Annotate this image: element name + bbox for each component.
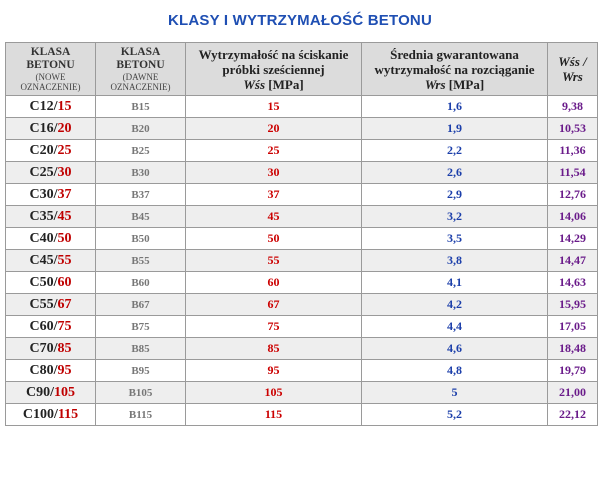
cell-old-class: B50 bbox=[96, 228, 186, 250]
cell-compressive: 115 bbox=[186, 404, 362, 426]
cell-old-class: B105 bbox=[96, 382, 186, 404]
new-class-cube: 20 bbox=[57, 120, 72, 136]
cell-compressive: 55 bbox=[186, 250, 362, 272]
cell-compressive: 95 bbox=[186, 360, 362, 382]
cell-new-class bbox=[6, 162, 96, 184]
header-new-class-line1: KLASA bbox=[30, 46, 71, 58]
cell-ratio: 14,47 bbox=[548, 250, 598, 272]
cell-tensile: 1,9 bbox=[362, 118, 548, 140]
new-class-cube: 60 bbox=[57, 274, 72, 290]
new-class-prefix: C50/ bbox=[29, 274, 58, 290]
new-class-prefix: C90/ bbox=[26, 384, 54, 400]
cell-old-class: B37 bbox=[96, 184, 186, 206]
header-compressive-symbol: Wśs bbox=[243, 76, 266, 92]
cell-ratio: 9,38 bbox=[548, 96, 598, 118]
cell-new-class bbox=[6, 294, 96, 316]
cell-old-class: B15 bbox=[96, 96, 186, 118]
cell-compressive: 50 bbox=[186, 228, 362, 250]
cell-ratio: 18,48 bbox=[548, 338, 598, 360]
new-class-prefix: C25/ bbox=[29, 164, 58, 180]
header-ratio bbox=[548, 43, 598, 96]
cell-new-class bbox=[6, 338, 96, 360]
table-row bbox=[6, 382, 598, 404]
cell-tensile: 4,4 bbox=[362, 316, 548, 338]
cell-tensile: 3,2 bbox=[362, 206, 548, 228]
cell-tensile: 3,8 bbox=[362, 250, 548, 272]
cell-new-class bbox=[6, 206, 96, 228]
cell-compressive: 105 bbox=[186, 382, 362, 404]
cell-compressive: 37 bbox=[186, 184, 362, 206]
new-class-prefix: C35/ bbox=[29, 208, 58, 224]
cell-ratio: 10,53 bbox=[548, 118, 598, 140]
new-class-prefix: C12/ bbox=[29, 98, 58, 114]
new-class-prefix: C100/ bbox=[22, 406, 58, 422]
cell-ratio: 14,29 bbox=[548, 228, 598, 250]
new-class-prefix: C55/ bbox=[29, 296, 58, 312]
table-row bbox=[6, 206, 598, 228]
new-class-prefix: C45/ bbox=[29, 252, 58, 268]
cell-old-class: B25 bbox=[96, 140, 186, 162]
cell-new-class bbox=[6, 140, 96, 162]
cell-new-class bbox=[6, 96, 96, 118]
cell-compressive: 85 bbox=[186, 338, 362, 360]
table-row bbox=[6, 294, 598, 316]
new-class-prefix: C70/ bbox=[29, 340, 58, 356]
header-compressive-line3 bbox=[186, 77, 361, 92]
table-row bbox=[6, 338, 598, 360]
cell-ratio: 14,63 bbox=[548, 272, 598, 294]
new-class-prefix: C20/ bbox=[29, 142, 58, 158]
cell-ratio: 19,79 bbox=[548, 360, 598, 382]
cell-new-class bbox=[6, 404, 96, 426]
header-compressive-line1: Wytrzymałość na ściskanie bbox=[198, 46, 349, 62]
cell-compressive: 45 bbox=[186, 206, 362, 228]
cell-compressive: 20 bbox=[186, 118, 362, 140]
table-row bbox=[6, 184, 598, 206]
header-compressive-unit: [MPa] bbox=[265, 76, 304, 92]
new-class-cube: 67 bbox=[57, 296, 72, 312]
table-row bbox=[6, 118, 598, 140]
new-class-cube: 55 bbox=[57, 252, 72, 268]
cell-compressive: 15 bbox=[186, 96, 362, 118]
header-old-class-line1: KLASA bbox=[120, 46, 161, 58]
cell-old-class: B45 bbox=[96, 206, 186, 228]
cell-ratio: 21,00 bbox=[548, 382, 598, 404]
table-row bbox=[6, 272, 598, 294]
new-class-prefix: C80/ bbox=[29, 362, 58, 378]
cell-ratio: 12,76 bbox=[548, 184, 598, 206]
header-new-class bbox=[6, 43, 96, 96]
cell-new-class bbox=[6, 250, 96, 272]
header-new-class-line4: OZNACZENIE) bbox=[20, 82, 81, 92]
table-row bbox=[6, 316, 598, 338]
cell-new-class bbox=[6, 184, 96, 206]
cell-tensile: 3,5 bbox=[362, 228, 548, 250]
cell-tensile: 5,2 bbox=[362, 404, 548, 426]
new-class-cube: 25 bbox=[57, 142, 72, 158]
cell-compressive: 75 bbox=[186, 316, 362, 338]
page-title: KLASY I WYTRZYMAŁOŚĆ BETONU bbox=[167, 12, 433, 29]
header-new-class-line3: (NOWE bbox=[35, 72, 66, 82]
header-compressive-strength bbox=[186, 43, 362, 96]
header-tensile-symbol: Wrs bbox=[424, 76, 446, 92]
new-class-cube: 30 bbox=[57, 164, 72, 180]
cell-tensile: 1,6 bbox=[362, 96, 548, 118]
cell-tensile: 4,6 bbox=[362, 338, 548, 360]
cell-compressive: 60 bbox=[186, 272, 362, 294]
cell-ratio: 17,05 bbox=[548, 316, 598, 338]
header-tensile-line3 bbox=[362, 77, 547, 92]
new-class-cube: 50 bbox=[57, 230, 72, 246]
header-compressive-line2: próbki sześciennej bbox=[222, 61, 325, 77]
new-class-cube: 85 bbox=[57, 340, 72, 356]
table-row bbox=[6, 404, 598, 426]
table-row bbox=[6, 140, 598, 162]
header-ratio-line1: Wśs / bbox=[558, 54, 587, 69]
cell-ratio: 11,36 bbox=[548, 140, 598, 162]
header-tensile-strength bbox=[362, 43, 548, 96]
cell-new-class bbox=[6, 316, 96, 338]
new-class-cube: 105 bbox=[54, 384, 75, 400]
table-row bbox=[6, 162, 598, 184]
header-old-class-line3: (DAWNE bbox=[122, 72, 159, 82]
table-row bbox=[6, 228, 598, 250]
cell-old-class: B95 bbox=[96, 360, 186, 382]
cell-old-class: B115 bbox=[96, 404, 186, 426]
header-old-class-line4: OZNACZENIE) bbox=[110, 82, 171, 92]
cell-compressive: 67 bbox=[186, 294, 362, 316]
new-class-cube: 15 bbox=[57, 98, 72, 114]
cell-tensile: 4,1 bbox=[362, 272, 548, 294]
cell-tensile: 5 bbox=[362, 382, 548, 404]
cell-new-class bbox=[6, 360, 96, 382]
header-old-class-line2: BETONU bbox=[116, 59, 165, 71]
cell-old-class: B67 bbox=[96, 294, 186, 316]
table-row bbox=[6, 360, 598, 382]
header-old-class bbox=[96, 43, 186, 96]
cell-ratio: 11,54 bbox=[548, 162, 598, 184]
cell-tensile: 4,2 bbox=[362, 294, 548, 316]
header-row bbox=[6, 43, 598, 96]
new-class-prefix: C16/ bbox=[29, 120, 58, 136]
header-ratio-line2: Wrs bbox=[562, 69, 583, 84]
new-class-cube: 95 bbox=[57, 362, 72, 378]
cell-old-class: B30 bbox=[96, 162, 186, 184]
cell-compressive: 25 bbox=[186, 140, 362, 162]
header-new-class-line2: BETONU bbox=[26, 59, 75, 71]
table-row bbox=[6, 250, 598, 272]
cell-ratio: 15,95 bbox=[548, 294, 598, 316]
new-class-prefix: C30/ bbox=[29, 186, 58, 202]
cell-tensile: 4,8 bbox=[362, 360, 548, 382]
new-class-cube: 45 bbox=[57, 208, 72, 224]
header-tensile-line2: wytrzymałość na rozciąganie bbox=[374, 61, 535, 77]
header-tensile-line1: Średnia gwarantowana bbox=[390, 46, 519, 62]
cell-ratio: 14,06 bbox=[548, 206, 598, 228]
new-class-cube: 75 bbox=[57, 318, 72, 334]
cell-old-class: B75 bbox=[96, 316, 186, 338]
cell-tensile: 2,6 bbox=[362, 162, 548, 184]
cell-compressive: 30 bbox=[186, 162, 362, 184]
cell-ratio: 22,12 bbox=[548, 404, 598, 426]
table-row bbox=[6, 96, 598, 118]
cell-tensile: 2,2 bbox=[362, 140, 548, 162]
cell-old-class: B55 bbox=[96, 250, 186, 272]
new-class-cube: 115 bbox=[57, 406, 79, 422]
cell-old-class: B60 bbox=[96, 272, 186, 294]
concrete-classes-table bbox=[5, 42, 598, 426]
cell-new-class bbox=[6, 228, 96, 250]
new-class-cube: 37 bbox=[57, 186, 72, 202]
new-class-prefix: C60/ bbox=[29, 318, 58, 334]
cell-new-class bbox=[6, 118, 96, 140]
cell-old-class: B20 bbox=[96, 118, 186, 140]
new-class-prefix: C40/ bbox=[29, 230, 58, 246]
cell-old-class: B85 bbox=[96, 338, 186, 360]
cell-new-class bbox=[6, 272, 96, 294]
cell-tensile: 2,9 bbox=[362, 184, 548, 206]
header-tensile-unit: [MPa] bbox=[445, 76, 485, 92]
cell-new-class bbox=[6, 382, 96, 404]
